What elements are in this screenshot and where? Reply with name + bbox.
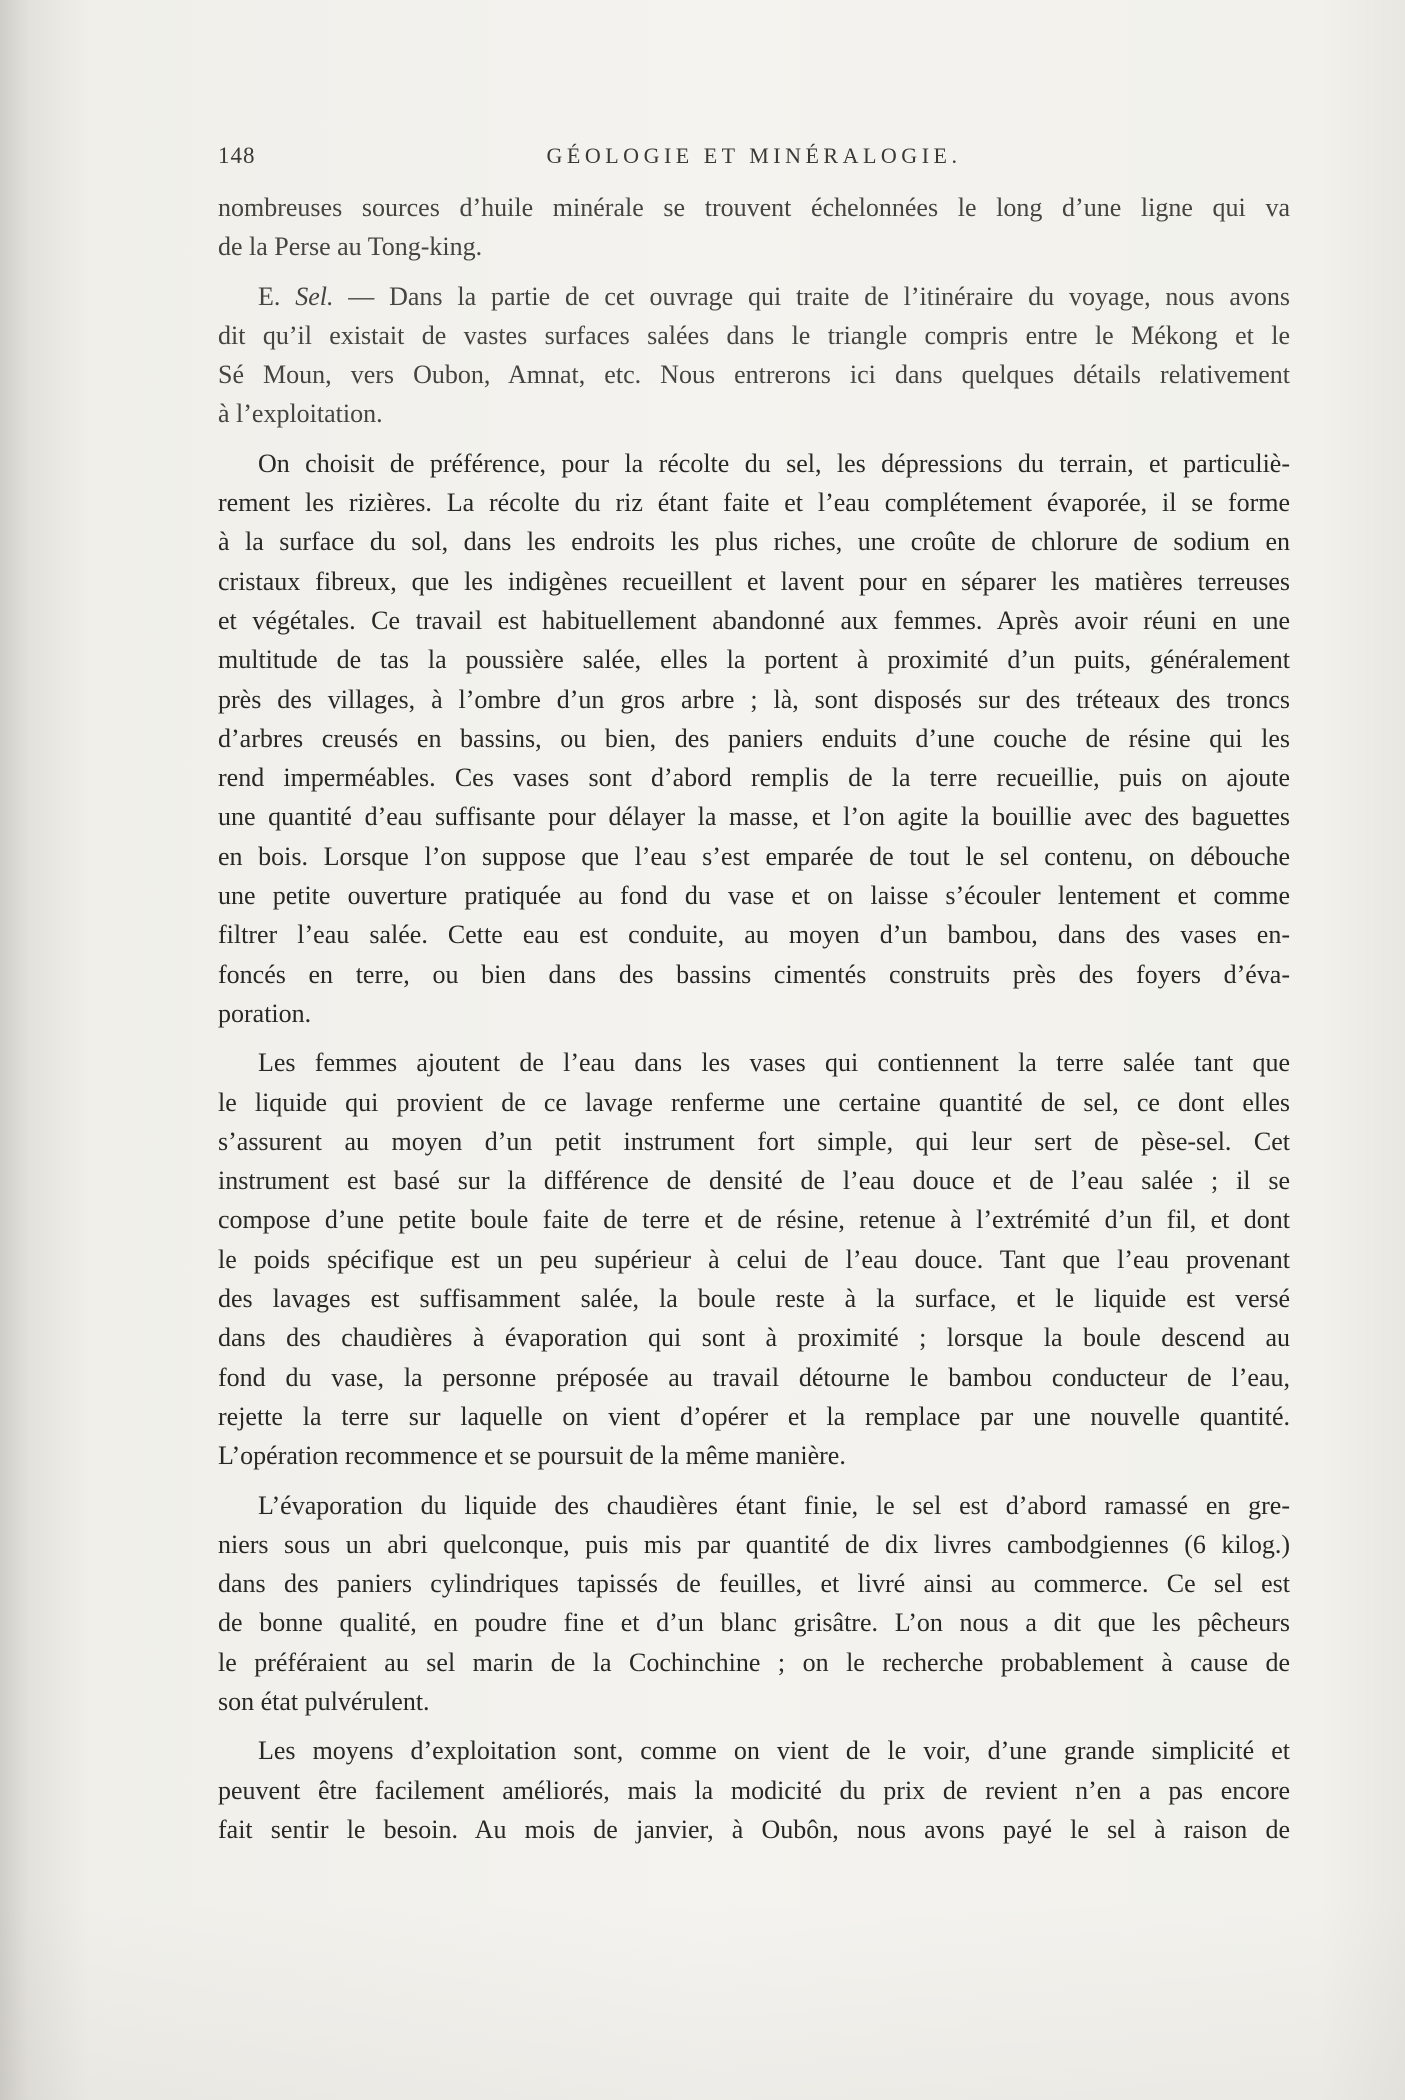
body-text — [218, 188, 1290, 1849]
text-line: en bois. Lorsque l’on suppose que l’eau s’est emparée de tout le sel contenu, on débouche — [218, 841, 1290, 871]
text-line: dit qu’il existait de vastes surfaces salées dans le triangle compris entre le Mékong et le — [218, 320, 1290, 350]
text-segment: — Dans la partie de cet ouvrage qui traite de l’itinéraire du voyage, nous avons — [333, 281, 1290, 311]
text-line: peuvent être facilement améliorés, mais la modicité du prix de revient n’en a pas encore — [218, 1775, 1290, 1805]
paragraph — [218, 1043, 1290, 1475]
text-line: d’arbres creusés en bassins, ou bien, des paniers enduits d’une couche de résine qui les — [218, 723, 1290, 753]
text-line: rejette la terre sur laquelle on vient d’opérer et la remplace par une nouvelle quantité. — [218, 1401, 1290, 1431]
text-line: une petite ouverture pratiquée au fond du vase et on laisse s’écouler lentement et comme — [218, 881, 1290, 911]
text-line: s’assurent au moyen d’un petit instrument fort simple, qui leur sert de pèse-sel. Cet — [218, 1126, 1290, 1156]
section-heading-italic: Sel. — [295, 281, 334, 311]
text-line: On choisit de préférence, pour la récolte du sel, les dépressions du terrain, et particuliè- — [258, 448, 1290, 478]
text-line: L’opération recommence et se poursuit de la même manière. — [218, 1441, 846, 1471]
text-line: multitude de tas la poussière salée, elles la portent à proximité d’un puits, généralement — [218, 645, 1290, 675]
text-line: des lavages est suffisamment salée, la boule reste à la surface, et le liquide est versé — [218, 1284, 1290, 1314]
text-line: le liquide qui provient de ce lavage renferme une certaine quantité de sel, ce dont elles — [218, 1087, 1290, 1117]
text-line: Les femmes ajoutent de l’eau dans les vases qui contiennent la terre salée tant que — [258, 1048, 1290, 1078]
running-title: GÉOLOGIE ET MINÉRALOGIE. — [546, 143, 962, 168]
page-number: 148 — [218, 143, 256, 168]
text-line: à l’exploitation. — [218, 399, 383, 429]
text-line: poration. — [218, 998, 312, 1028]
text-segment: E. — [258, 281, 296, 311]
text-line — [218, 277, 1290, 316]
text-line: et végétales. Ce travail est habituellement abandonné aux femmes. Après avoir réuni en une — [218, 605, 1290, 635]
paragraph — [218, 1731, 1290, 1849]
text-line: le poids spécifique est un peu supérieur à celui de l’eau douce. Tant que l’eau provenant — [218, 1244, 1290, 1274]
paragraph — [218, 277, 1290, 434]
text-line: une quantité d’eau suffisante pour délayer la masse, et l’on agite la bouillie avec des baguettes — [218, 802, 1290, 832]
text-line: à la surface du sol, dans les endroits les plus riches, une croûte de chlorure de sodium en — [218, 527, 1290, 557]
text-line: son état pulvérulent. — [218, 1686, 430, 1716]
running-head — [218, 141, 1290, 171]
text-line: L’évaporation du liquide des chaudières étant finie, le sel est d’abord ramassé en gre- — [258, 1490, 1290, 1520]
text-line: fond du vase, la personne préposée au travail détourne le bambou conducteur de l’eau, — [218, 1362, 1290, 1392]
text-line: dans des paniers cylindriques tapissés de feuilles, et livré ainsi au commerce. Ce sel est — [218, 1569, 1290, 1599]
text-line: cristaux fibreux, que les indigènes recueillent et lavent pour en séparer les matières terreuses — [218, 566, 1290, 596]
text-line: rement les rizières. La récolte du riz étant faite et l’eau complétement évaporée, il se forme — [218, 488, 1290, 518]
paragraph — [218, 444, 1290, 1033]
text-line: près des villages, à l’ombre d’un gros arbre ; là, sont disposés sur des tréteaux des troncs — [218, 684, 1290, 714]
text-line: fait sentir le besoin. Au mois de janvier, à Oubôn, nous avons payé le sel à raison de — [218, 1814, 1290, 1844]
text-line: rend imperméables. Ces vases sont d’abord remplis de la terre recueillie, puis on ajoute — [218, 763, 1290, 793]
text-line: le préféraient au sel marin de la Cochinchine ; on le recherche probablement à cause de — [218, 1647, 1290, 1677]
text-line: niers sous un abri quelconque, puis mis par quantité de dix livres cambodgiennes (6 kilog.) — [218, 1529, 1290, 1559]
text-column — [218, 141, 1290, 1849]
text-line: nombreuses sources d’huile minérale se trouvent échelonnées le long d’une ligne qui va — [218, 193, 1290, 222]
text-line: dans des chaudières à évaporation qui sont à proximité ; lorsque la boule descend au — [218, 1323, 1290, 1353]
text-line: filtrer l’eau salée. Cette eau est conduite, au moyen d’un bambou, dans des vases en- — [218, 920, 1290, 950]
text-line: compose d’une petite boule faite de terre et de résine, retenue à l’extrémité d’un fil, et dont — [218, 1205, 1290, 1235]
text-line: Sé Moun, vers Oubon, Amnat, etc. Nous entrerons ici dans quelques détails relativement — [218, 360, 1290, 390]
text-line: de bonne qualité, en poudre fine et d’un blanc grisâtre. L’on nous a dit que les pêcheurs — [218, 1608, 1290, 1638]
text-line: foncés en terre, ou bien dans des bassins cimentés construits près des foyers d’éva- — [218, 959, 1290, 989]
text-line: Les moyens d’exploitation sont, comme on vient de le voir, d’une grande simplicité et — [258, 1736, 1290, 1766]
text-line: instrument est basé sur la différence de densité de l’eau douce et de l’eau salée ; il se — [218, 1166, 1290, 1196]
paragraph — [218, 188, 1290, 267]
text-line: de la Perse au Tong-king. — [218, 232, 483, 262]
paragraph — [218, 1486, 1290, 1722]
